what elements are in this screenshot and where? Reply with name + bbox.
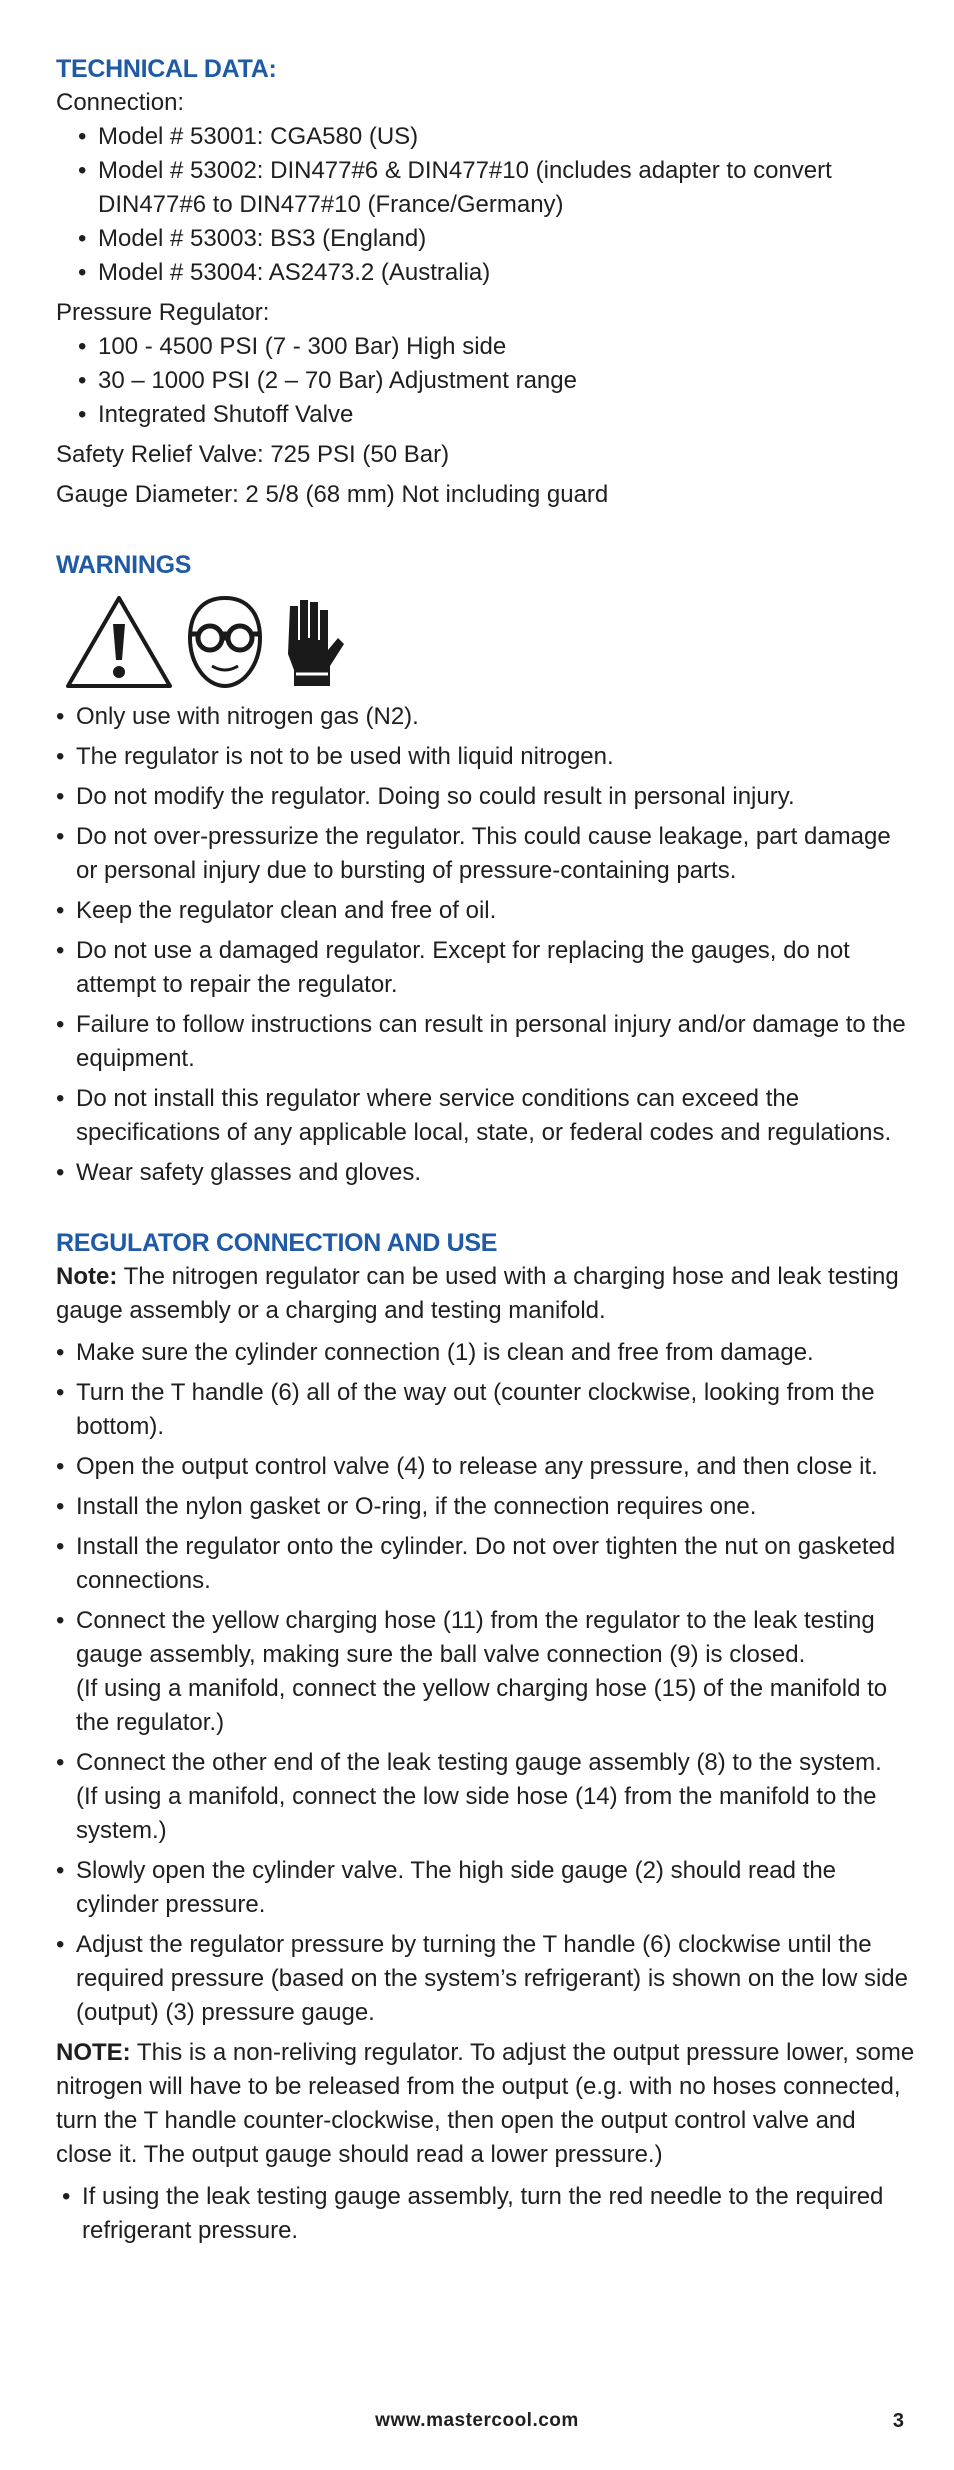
technical-data-heading: TECHNICAL DATA: bbox=[56, 55, 277, 83]
warnings-section bbox=[56, 548, 916, 1190]
list-item: • Open the output control valve (4) to release any pressure, and then close it. bbox=[56, 1450, 916, 1484]
connection-list bbox=[56, 120, 916, 290]
note2-label: NOTE: bbox=[56, 2039, 131, 2066]
list-item: • Slowly open the cylinder valve. The high side gauge (2) should read the cylinder pressure. bbox=[56, 1854, 916, 1922]
connection-label: Connection: bbox=[56, 89, 185, 116]
pressure-regulator-list bbox=[56, 330, 916, 432]
list-item: • Do not use a damaged regulator. Except for replacing the gauges, do not attempt to repair the regulator. bbox=[56, 934, 916, 1002]
list-item: • Adjust the regulator pressure by turning the T handle (6) clockwise until the required pressure (based on the system’s refrigerant) is shown on the low side (output) (3) pressure gauge. bbox=[56, 1928, 916, 2030]
list-item: • Model # 53004: AS2473.2 (Australia) bbox=[76, 256, 916, 290]
warning-icons bbox=[64, 594, 916, 690]
list-item: • Connect the yellow charging hose (11) from the regulator to the leak testing gauge assembly, making sure the ball valve connection (9) is closed. (If using a manifold, connect the yellow charging hose (15) of the manifold to the regulator.) bbox=[56, 1604, 916, 1740]
connection-use-section bbox=[56, 1226, 916, 2248]
list-item: • Connect the other end of the leak testing gauge assembly (8) to the system. (If using a manifold, connect the low side hose (14) from the manifold to the system.) bbox=[56, 1746, 916, 1848]
list-item: • Model # 53003: BS3 (England) bbox=[76, 222, 916, 256]
footer-url: www.mastercool.com bbox=[375, 2410, 579, 2431]
note2-paragraph bbox=[56, 2036, 916, 2172]
warnings-list bbox=[56, 700, 916, 1190]
list-item: • Model # 53002: DIN477#6 & DIN477#10 (includes adapter to convert DIN477#6 to DIN477#10 (France/Germany) bbox=[76, 154, 916, 222]
page-content bbox=[56, 52, 916, 2254]
safety-goggles-icon bbox=[182, 594, 268, 690]
list-item: • Turn the T handle (6) all of the way out (counter clockwise, looking from the bottom). bbox=[56, 1376, 916, 1444]
step-subnote: (If using a manifold, connect the low side hose (14) from the manifold to the system.) bbox=[76, 1783, 877, 1844]
note-text: The nitrogen regulator can be used with a charging hose and leak testing gauge assembly or a charging and testing manifold. bbox=[56, 1263, 899, 1324]
steps-list bbox=[56, 1336, 916, 2030]
list-item: • Do not over-pressurize the regulator. This could cause leakage, part damage or personal injury due to bursting of pressure-containing parts. bbox=[56, 820, 916, 888]
final-step-list bbox=[56, 2180, 916, 2248]
note-label: Note: bbox=[56, 1263, 118, 1290]
connection-use-heading: REGULATOR CONNECTION AND USE bbox=[56, 1229, 498, 1257]
list-item: • Install the nylon gasket or O-ring, if the connection requires one. bbox=[56, 1490, 916, 1524]
list-item: • 30 – 1000 PSI (2 – 70 Bar) Adjustment range bbox=[76, 364, 916, 398]
glove-icon bbox=[276, 594, 346, 690]
technical-data-section bbox=[56, 52, 916, 512]
safety-relief-text: Safety Relief Valve: 725 PSI (50 Bar) bbox=[56, 441, 450, 468]
warning-triangle-icon bbox=[64, 594, 174, 690]
list-item: • Keep the regulator clean and free of oil. bbox=[56, 894, 916, 928]
list-item: • Install the regulator onto the cylinder. Do not over tighten the nut on gasketed connections. bbox=[56, 1530, 916, 1598]
list-item: • 100 - 4500 PSI (7 - 300 Bar) High side bbox=[76, 330, 916, 364]
list-item: • Do not modify the regulator. Doing so could result in personal injury. bbox=[56, 780, 916, 814]
page-footer bbox=[0, 2410, 954, 2440]
note2-text: This is a non-reliving regulator. To adjust the output pressure lower, some nitrogen will have to be released from the output (e.g. with no hoses connected, turn the T handle counter-clockwise, then open the output control valve and close it. The output gauge should read a lower pressure.) bbox=[56, 2039, 915, 2168]
list-item: • If using the leak testing gauge assembly, turn the red needle to the required refrigerant pressure. bbox=[62, 2180, 916, 2248]
warnings-heading: WARNINGS bbox=[56, 551, 192, 579]
list-item: • Only use with nitrogen gas (N2). bbox=[56, 700, 916, 734]
gauge-diameter-text: Gauge Diameter: 2 5/8 (68 mm) Not including guard bbox=[56, 481, 609, 508]
list-item: • Failure to follow instructions can result in personal injury and/or damage to the equipment. bbox=[56, 1008, 916, 1076]
list-item: • Integrated Shutoff Valve bbox=[76, 398, 916, 432]
list-item: • Model # 53001: CGA580 (US) bbox=[76, 120, 916, 154]
note-paragraph bbox=[56, 1260, 916, 1328]
list-item: • Make sure the cylinder connection (1) is clean and free from damage. bbox=[56, 1336, 916, 1370]
pressure-regulator-label: Pressure Regulator: bbox=[56, 299, 270, 326]
list-item: • The regulator is not to be used with liquid nitrogen. bbox=[56, 740, 916, 774]
list-item: • Wear safety glasses and gloves. bbox=[56, 1156, 916, 1190]
step-subnote: (If using a manifold, connect the yellow charging hose (15) of the manifold to the regulator.) bbox=[76, 1675, 888, 1736]
list-item: • Do not install this regulator where service conditions can exceed the specifications of any applicable local, state, or federal codes and regulations. bbox=[56, 1082, 916, 1150]
page-number: 3 bbox=[892, 2410, 904, 2432]
